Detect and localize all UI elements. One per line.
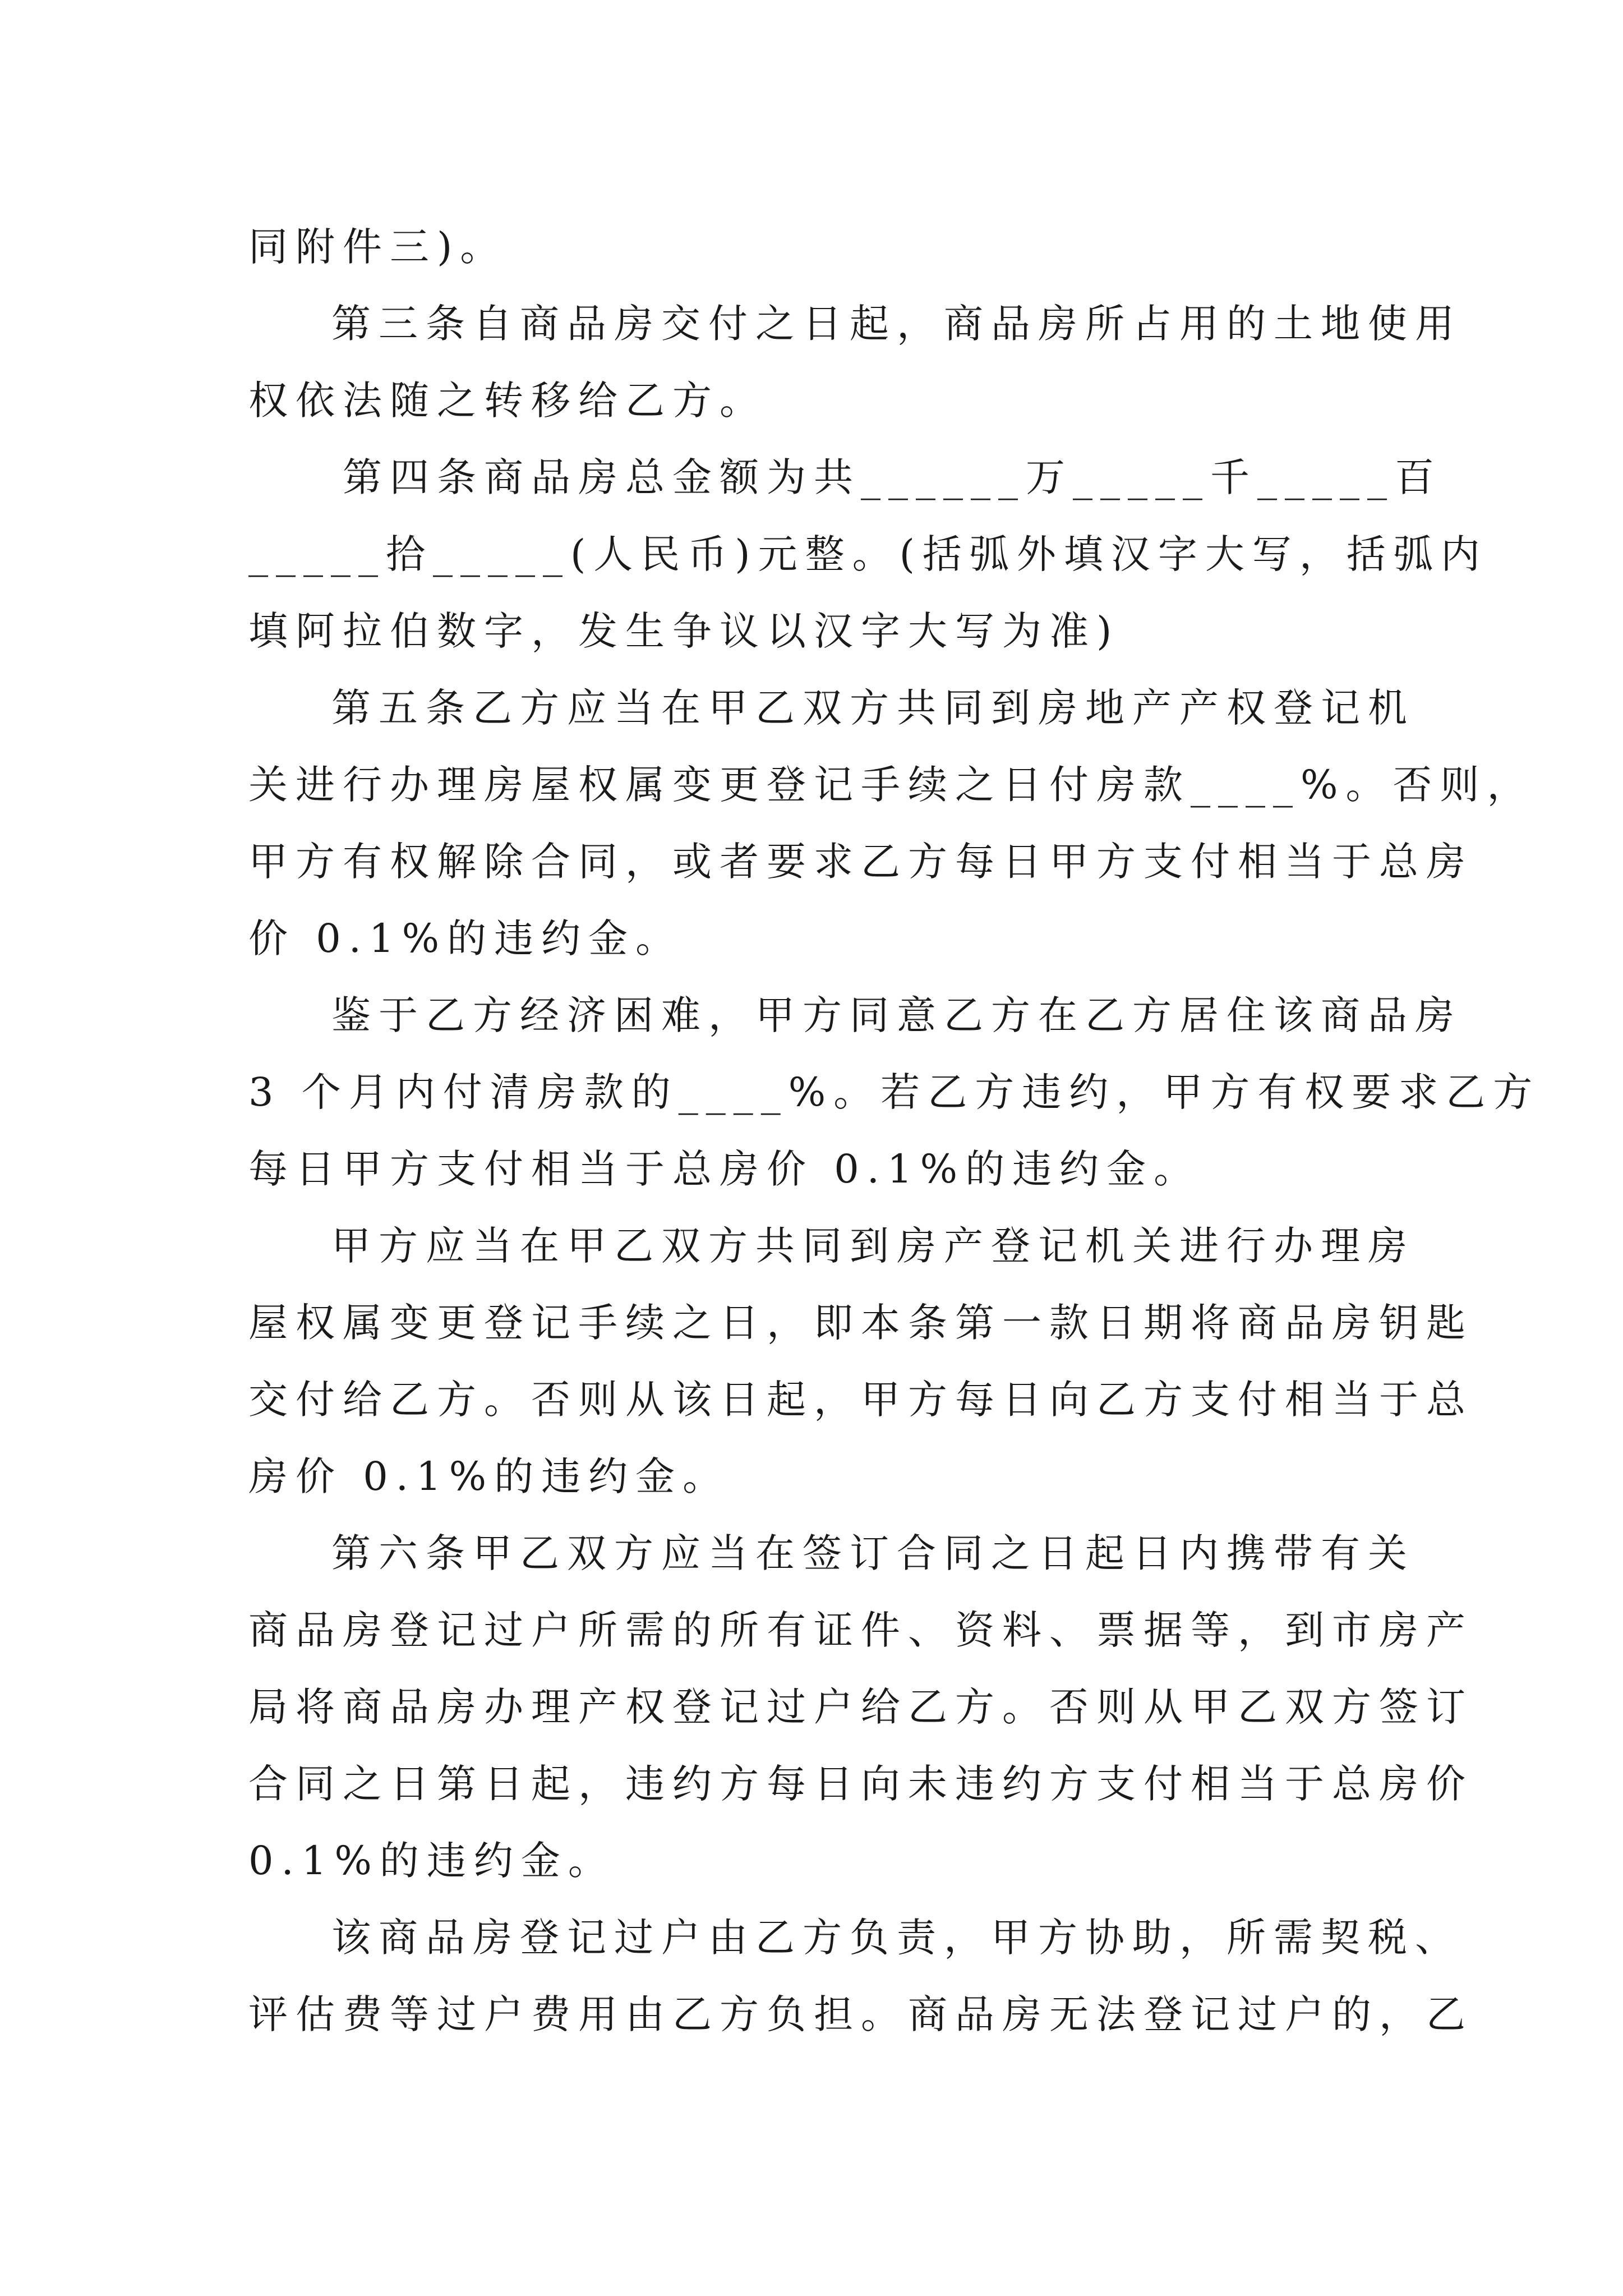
text-line: 合同之日第日起，违约方每日向未违约方支付相当于总房价 (248, 1761, 1473, 1807)
text-line: 局将商品房办理产权登记过户给乙方。否则从甲乙双方签订 (248, 1684, 1473, 1730)
text-line: 交付给乙方。否则从该日起，甲方每日向乙方支付相当于总 (248, 1377, 1473, 1423)
text-line: 权依法随之转移给乙方。 (248, 378, 767, 424)
text-line: 评估费等过户费用由乙方负担。商品房无法登记过户的，乙 (248, 1991, 1473, 2037)
text-line: 第五条乙方应当在甲乙双方共同到房地产产权登记机 (331, 685, 1415, 731)
contract-body-text (248, 209, 1541, 2053)
text-line: 3 个月内付清房款的____%。若乙方违约，甲方有权要求乙方 (248, 1069, 1541, 1115)
text-line: 价 0.1%的违约金。 (248, 915, 683, 961)
text-line: 该商品房登记过户由乙方负责，甲方协助，所需契税、 (331, 1915, 1462, 1961)
text-line: 0.1%的违约金。 (248, 1838, 615, 1884)
text-line: 填阿拉伯数字，发生争议以汉字大写为准) (248, 608, 1120, 654)
text-line: 甲方有权解除合同，或者要求乙方每日甲方支付相当于总房 (248, 839, 1473, 885)
text-line: 第六条甲乙双方应当在签订合同之日起日内携带有关 (331, 1530, 1415, 1576)
text-line: 每日甲方支付相当于总房价 0.1%的违约金。 (248, 1146, 1201, 1192)
text-line: 关进行办理房屋权属变更登记手续之日付房款____%。否则， (248, 762, 1534, 808)
text-line: 甲方应当在甲乙双方共同到房产登记机关进行办理房 (331, 1223, 1415, 1269)
text-line: 商品房登记过户所需的所有证件、资料、票据等，到市房产 (248, 1607, 1473, 1653)
text-line: 第四条商品房总金额为共______万_____千_____百 (343, 454, 1442, 500)
text-line: 鉴于乙方经济困难，甲方同意乙方在乙方居住该商品房 (331, 992, 1462, 1038)
text-line: _____拾_____(人民币)元整。(括弧外填汉字大写，括弧内 (248, 531, 1488, 577)
text-line: 第三条自商品房交付之日起，商品房所占用的土地使用 (331, 301, 1462, 347)
text-line: 屋权属变更登记手续之日，即本条第一款日期将商品房钥匙 (248, 1300, 1473, 1346)
text-line: 同附件三)。 (248, 224, 508, 270)
text-line: 房价 0.1%的违约金。 (248, 1453, 730, 1499)
